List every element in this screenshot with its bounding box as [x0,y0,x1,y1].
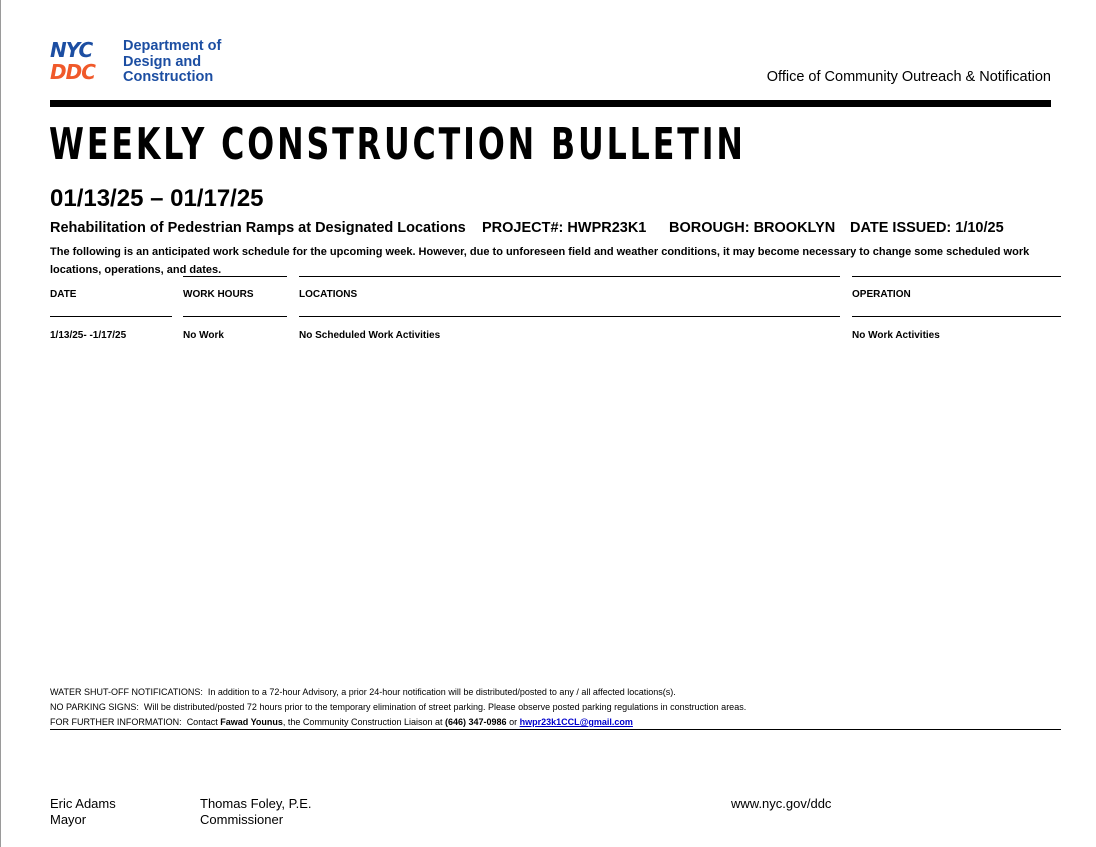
bulletin-title: WEEKLY CONSTRUCTION BULLETIN [49,119,746,170]
column-header-work-hours: WORK HOURS [183,289,254,300]
commissioner-name: Thomas Foley, P.E. [200,796,312,811]
mayor-title: Mayor [50,812,87,827]
water-notice [50,686,676,698]
liaison-name: Fawad Younus [220,717,283,727]
header-rule [50,100,1051,107]
column-header-operation: OPERATION [852,289,911,300]
mayor-block [50,796,116,828]
agency-name-line3: Construction [123,69,214,85]
logo-nyc-mark: NYC [50,38,93,62]
table-rule-header [852,316,1061,317]
liaison-email-link[interactable]: hwpr23k1CCL@gmail.com [519,717,633,727]
table-rule-top [299,276,840,277]
table-rule-header [183,316,287,317]
parking-notice [50,701,746,713]
cell-date: 1/13/25- -1/17/25 [50,330,127,341]
commissioner-title: Commissioner [200,812,284,827]
contact-or: or [509,717,518,727]
liaison-phone: (646) 347-0986 [445,717,507,727]
contact-notice [50,716,633,728]
table-rule-header [299,316,840,317]
logo-ddc-mark: DDC [50,60,95,84]
agency-name [123,39,221,86]
commissioner-block [200,796,312,828]
parking-notice-text: Will be distributed/posted 72 hours prior to the temporary elimination of street parking. Please observe posted parking regulations in construction areas. [143,702,747,712]
agency-name-line1: Department of [123,38,222,54]
column-header-locations: LOCATIONS [299,289,358,300]
project-number: PROJECT#: HWPR23K1 [482,220,647,236]
website-link[interactable]: www.nyc.gov/ddc [731,796,832,811]
water-notice-text: In addition to a 72-hour Advisory, a prior 24-hour notification will be distributed/posted to any / all affected locations(s). [207,687,676,697]
agency-name-line2: Design and [123,53,202,70]
table-rule-header [50,316,172,317]
contact-notice-label: FOR FURTHER INFORMATION: [50,717,182,727]
contact-mid: , the Community Construction Liaison at [282,717,443,727]
project-borough: BOROUGH: BROOKLYN [669,220,836,236]
cell-work-hours: No Work [183,330,224,341]
project-name: Rehabilitation of Pedestrian Ramps at Designated Locations [50,220,466,236]
schedule-intro: The following is an anticipated work schedule for the upcoming week. However, due to unforeseen field and weather conditions, it may become necessary to change some scheduled work locations, operations, and dates. [50,246,1030,276]
date-issued: DATE ISSUED: 1/10/25 [850,220,1004,236]
water-notice-label: WATER SHUT-OFF NOTIFICATIONS: [50,687,203,697]
nyc-ddc-logo [50,38,230,86]
mayor-name: Eric Adams [50,796,116,811]
notice-rule [50,729,1061,730]
table-rule-top [852,276,1061,277]
office-name: Office of Community Outreach & Notification [766,69,1051,85]
page-edge [0,0,1,847]
cell-location: No Scheduled Work Activities [299,330,441,341]
table-rule-top [183,276,287,277]
parking-notice-label: NO PARKING SIGNS: [50,702,139,712]
date-range: 01/13/25 – 01/17/25 [50,185,264,212]
cell-operation: No Work Activities [852,330,940,341]
contact-pre: Contact [186,717,218,727]
column-header-date: DATE [50,289,77,300]
